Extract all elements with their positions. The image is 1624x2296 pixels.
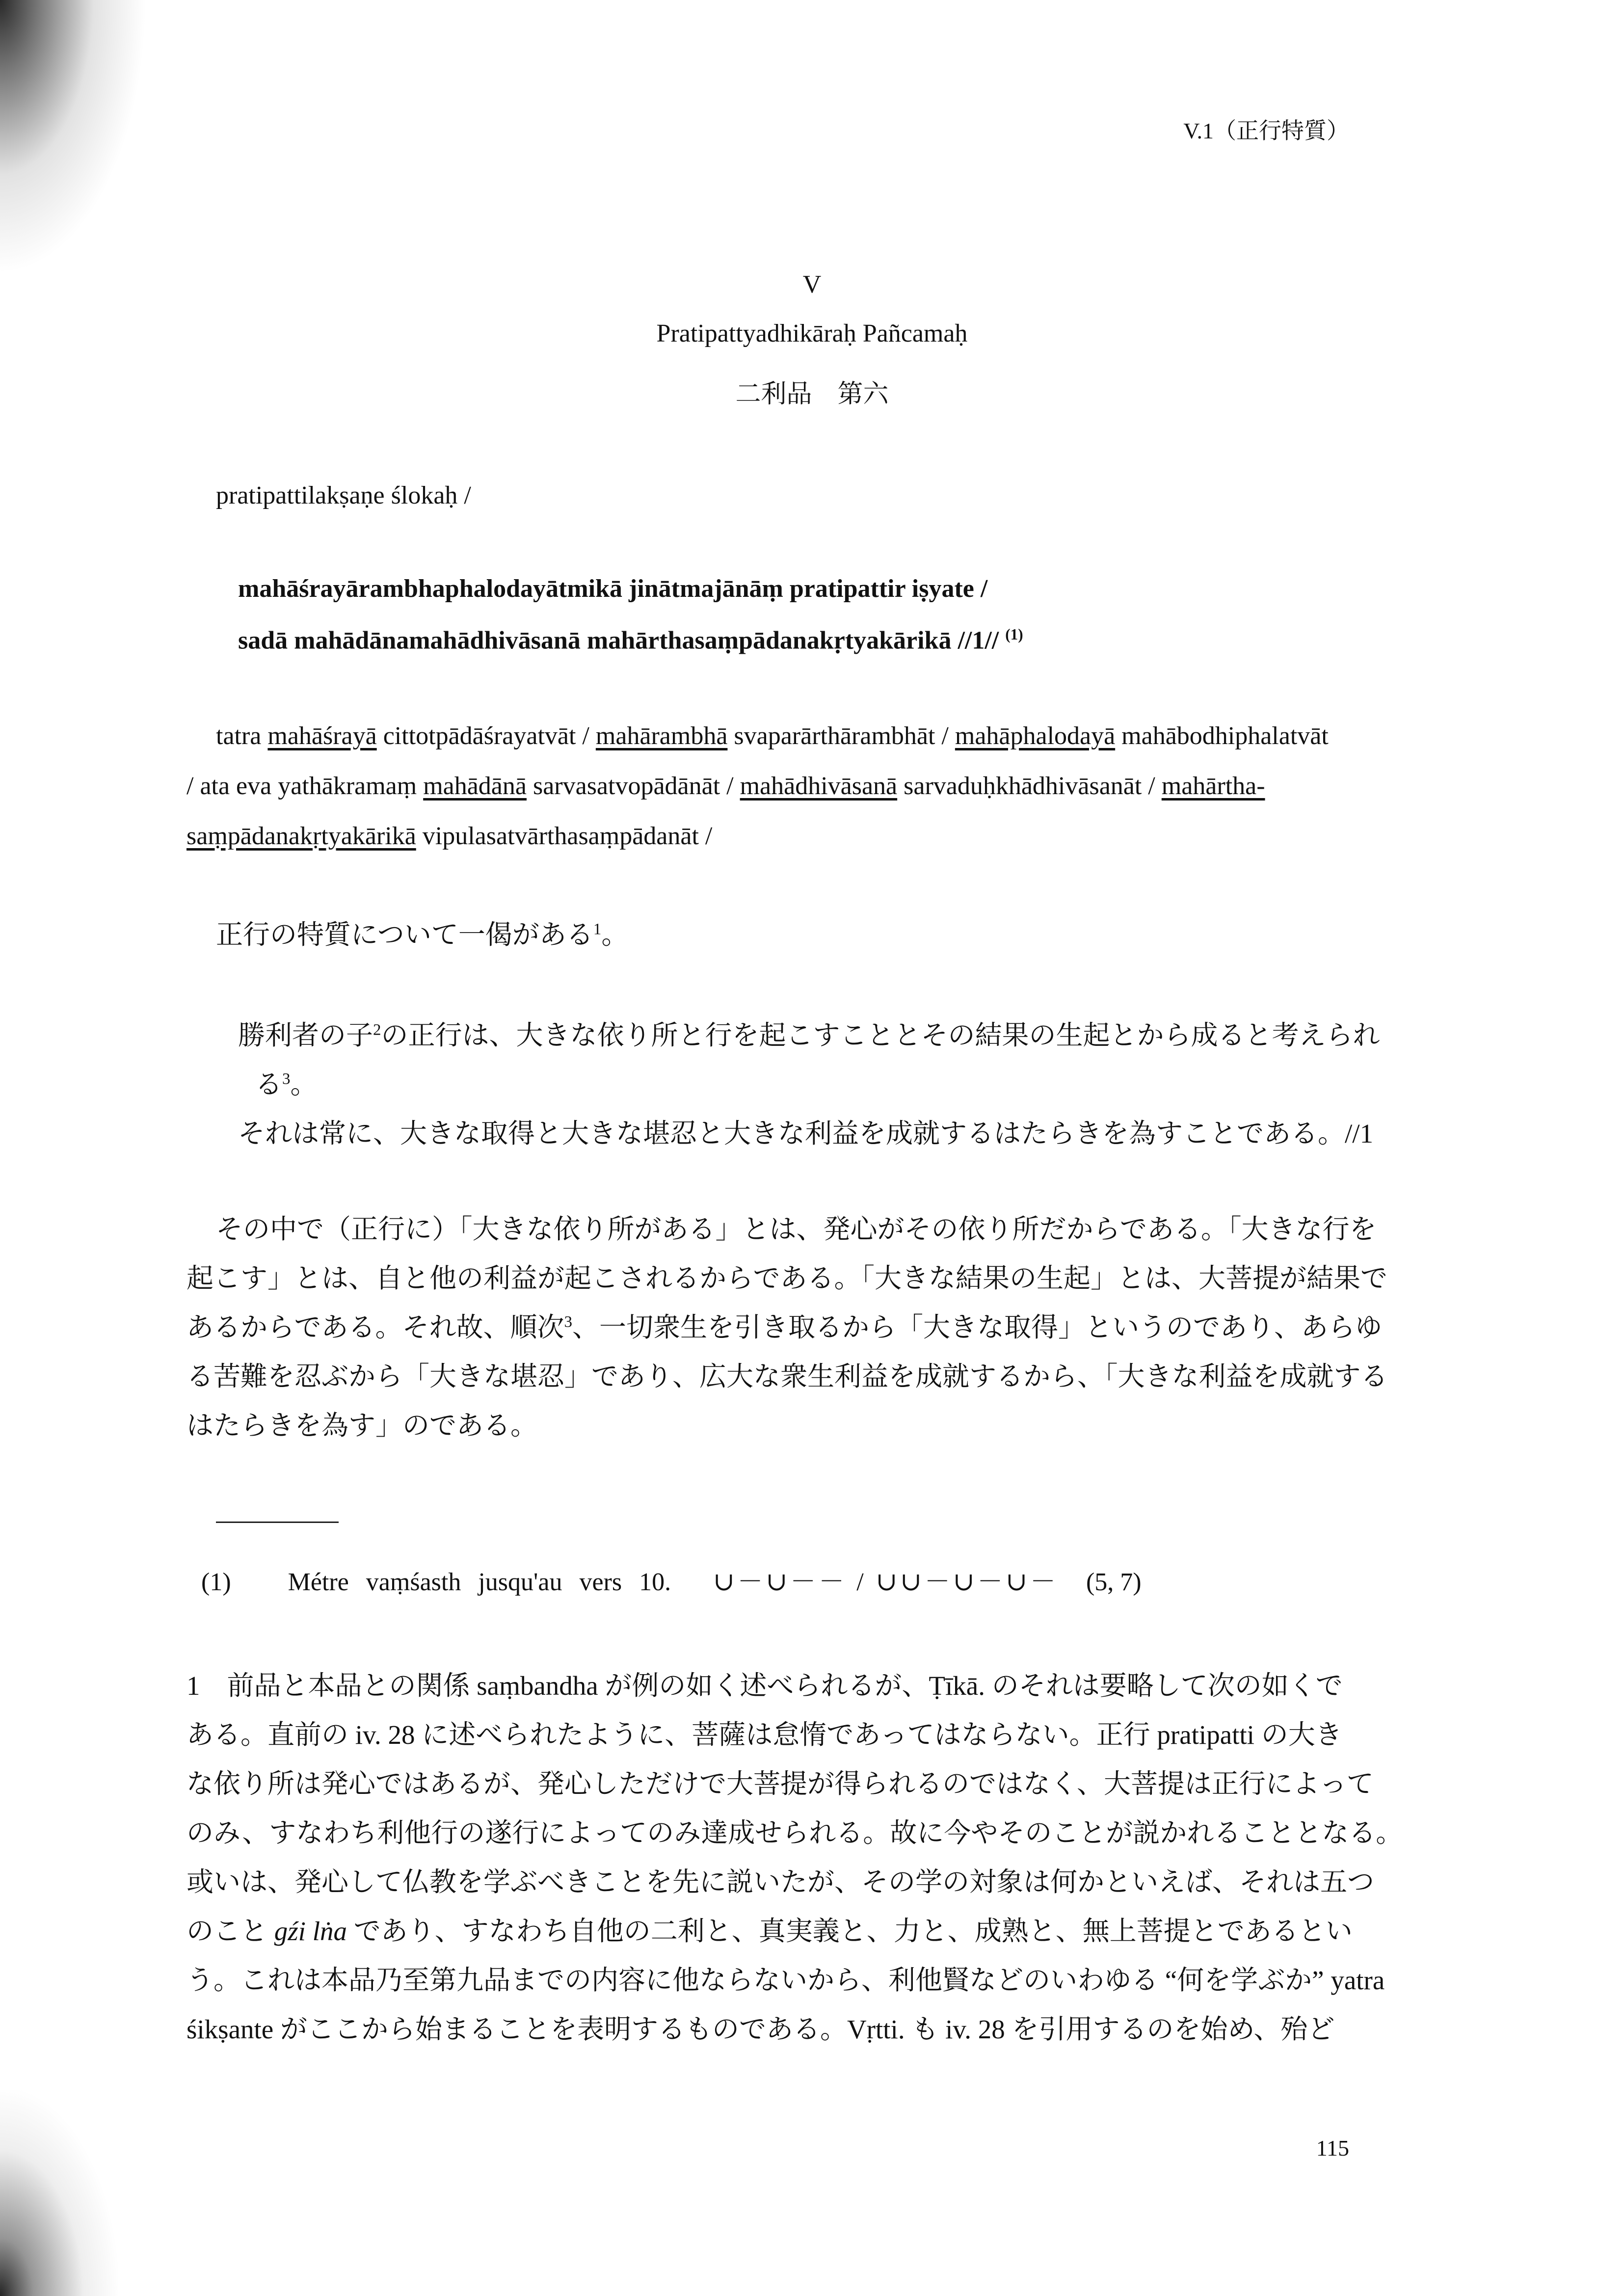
commentary-line-3 bbox=[186, 822, 712, 851]
commentary-term: mahādhivāsanā bbox=[740, 772, 898, 800]
footnote-1-line-8: śikṣante がここから始まることを表明するものである。Vṛtti. も iv. 28 を引用するのを始め、殆ど bbox=[186, 2014, 1335, 2044]
explanation-line-4: る苦難を忍ぶから「大きな堪忍」であり、広大な衆生利益を成就するから、「大きな利益を成就する bbox=[186, 1362, 1388, 1391]
footnote-1-line-2: ある。直前の iv. 28 に述べられたように、菩薩は怠惰であってはならない。正行 pratipatti の大き bbox=[186, 1720, 1342, 1750]
intro-line: pratipattilakṣaṇe ślokaḥ / bbox=[216, 481, 471, 509]
commentary-term: mahāphalodayā bbox=[955, 722, 1116, 750]
running-header: V.1（正行特質） bbox=[1183, 118, 1349, 143]
explanation-text: 、一切衆生を引き取るから「大きな取得」というのであり、あらゆ bbox=[572, 1312, 1382, 1342]
commentary-text: tatra bbox=[216, 722, 268, 750]
footnote-1-line-5: 或いは、発心して仏教を学ぶべきことを先に説いたが、その学の対象は何かといえば、それは五つ bbox=[186, 1867, 1375, 1897]
footnote-ref: 1 bbox=[593, 920, 602, 938]
footnote-1-line-4: のみ、すなわち利他行の遂行によってのみ達成せられる。故に今やそのことが説かれることとなる。 bbox=[186, 1818, 1403, 1848]
translation-text: る bbox=[255, 1069, 283, 1099]
scan-shadow-bottom bbox=[0, 2090, 118, 2296]
chapter-title: Pratipattyadhikāraḥ Pañcamaḥ bbox=[656, 320, 968, 347]
explanation-line-5: はたらきを為す」のである。 bbox=[186, 1411, 538, 1441]
metre-note bbox=[201, 1561, 1142, 1598]
page-number: 115 bbox=[1316, 2136, 1349, 2161]
footnote-1-line-6 bbox=[186, 1909, 1353, 1948]
metre-note-number: (1) bbox=[201, 1568, 231, 1596]
footnote-text: のこと bbox=[186, 1916, 274, 1946]
metre-count: (5, 7) bbox=[1086, 1568, 1142, 1596]
commentary-term: mahāśrayā bbox=[267, 722, 377, 750]
verse-note-ref: (1) bbox=[1005, 626, 1023, 643]
verse-line-2-text: sadā mahādānamahādhivāsanā mahārthasaṃpādanakṛtyakārikā //1// bbox=[238, 626, 999, 655]
metre-pattern: ∪－∪－－ / ∪∪－∪－∪－ bbox=[713, 1568, 1059, 1596]
commentary-text: svaparārthārambhāt / bbox=[727, 722, 955, 750]
footnote-1-line-7: う。これは本品乃至第九品までの内容に他ならないから、利他賢などのいわゆる “何を学ぶか” yatra bbox=[186, 1965, 1385, 1995]
translation-text: の正行は、大きな依り所と行を起こすこととその結果の生起とから成ると考えられ bbox=[381, 1020, 1380, 1050]
explanation-line-1: その中で（正行に）「大きな依り所がある」とは、発心がその依り所だからである。「大きな行を bbox=[216, 1214, 1377, 1244]
translation-verse-line-1 bbox=[238, 1014, 1380, 1052]
commentary-term: mahārambhā bbox=[595, 722, 728, 750]
commentary-text: sarvaduḥkhādhivāsanāt / bbox=[897, 772, 1162, 800]
translation-verse-line-2 bbox=[255, 1063, 318, 1101]
footnote-1-line-1: 1 前品と本品との関係 saṃbandha が例の如く述べられるが、Ṭīkā. のそれは要略して次の如くで bbox=[186, 1671, 1343, 1701]
chapter-title-japanese: 二利品 第六 bbox=[735, 380, 889, 408]
tibetan-term: gźi lṅa bbox=[274, 1916, 347, 1946]
commentary-line-2 bbox=[186, 772, 1265, 801]
commentary-line-1 bbox=[216, 721, 1329, 750]
commentary-text: / ata eva yathākramaṃ bbox=[186, 772, 424, 800]
explanation-line-2: 起こす」とは、自と他の利益が起こされるからである。「大きな結果の生起」とは、大菩提が結果で bbox=[186, 1263, 1387, 1293]
footnote-ref: 3 bbox=[564, 1313, 572, 1331]
chapter-number: V bbox=[802, 270, 822, 298]
scan-shadow-top bbox=[0, 0, 147, 275]
footnote-text: であり、すなわち自他の二利と、真実義と、力と、成熟と、無上菩提とであるとい bbox=[346, 1916, 1353, 1946]
metre-note-text: Métre vaṃśasth jusqu'au vers 10. bbox=[288, 1568, 671, 1596]
explanation-text: あるからである。それ故、順次 bbox=[186, 1312, 564, 1342]
translation-verse-line-3: それは常に、大きな取得と大きな堪忍と大きな利益を成就するはたらきを為すことである。//1 bbox=[238, 1119, 1374, 1148]
translation-heading-text: 正行の特質について一偈がある bbox=[216, 920, 593, 950]
verse-line-2 bbox=[238, 626, 1023, 655]
footnote-1-line-3: な依り所は発心ではあるが、発心しただけで大菩提が得られるのではなく、大菩提は正行によって bbox=[186, 1769, 1374, 1799]
commentary-text: vipulasatvārthasaṃpādanāt / bbox=[416, 822, 713, 850]
translation-text: 。 bbox=[290, 1069, 318, 1099]
commentary-text: sarvasatvopādānāt / bbox=[526, 772, 740, 800]
translation-text: 勝利者の子 bbox=[238, 1020, 373, 1050]
commentary-text: cittotpādāśrayatvāt / bbox=[376, 722, 596, 750]
commentary-term: saṃpādanakṛtyakārikā bbox=[186, 822, 416, 850]
commentary-term: mahārtha- bbox=[1161, 772, 1265, 800]
footnote-divider bbox=[216, 1522, 339, 1523]
verse-line-1: mahāśrayārambhaphalodayātmikā jinātmajānāṃ pratipattir iṣyate / bbox=[238, 575, 988, 603]
translation-heading-end: 。 bbox=[601, 920, 629, 950]
translation-heading bbox=[216, 913, 628, 952]
commentary-text: mahābodhiphalatvāt bbox=[1115, 722, 1329, 750]
footnote-ref: 2 bbox=[373, 1021, 381, 1039]
commentary-term: mahādānā bbox=[423, 772, 527, 800]
footnote-ref: 3 bbox=[282, 1070, 291, 1088]
explanation-line-3 bbox=[186, 1306, 1382, 1344]
